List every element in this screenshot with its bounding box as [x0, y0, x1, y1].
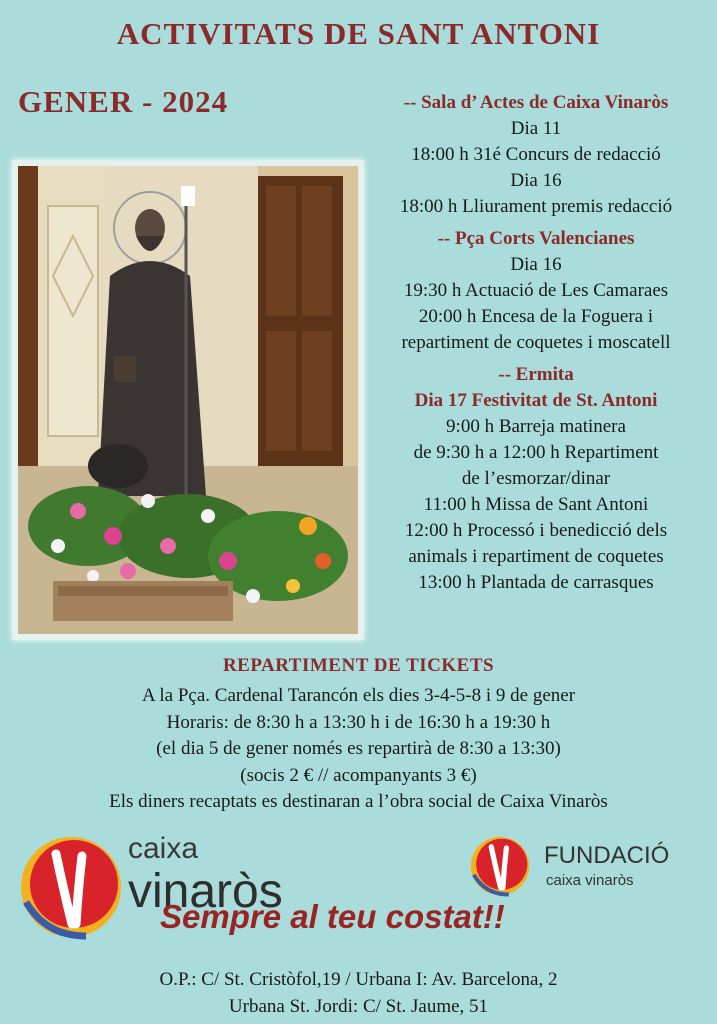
- program-line: 13:00 h Plantada de carrasques: [418, 572, 654, 593]
- tickets-line: Els diners recaptats es destinaran a l’obra social de Caixa Vinaròs: [109, 791, 608, 812]
- program-line: 20:00 h Encesa de la Foguera i: [418, 306, 654, 327]
- tickets-line: (el dia 5 de gener només es repartirà de 8:30 a 13:30): [156, 738, 561, 759]
- program-line: Dia 16: [510, 254, 562, 275]
- program-line: Dia 11: [510, 118, 562, 139]
- statue-illustration: [18, 166, 358, 634]
- program-line: Dia 16: [510, 170, 562, 191]
- activities-program: [355, 90, 717, 596]
- address-line: O.P.: C/ St. Cristòfol,19 / Urbana I: Av. Barcelona, 2: [159, 969, 558, 990]
- tickets-line: Horaris: de 8:30 h a 13:30 h i de 16:30 h a 19:30 h: [166, 711, 551, 733]
- logo-right-line1: FUNDACIÓ: [544, 842, 670, 869]
- program-line: 9:00 h Barreja matinera: [446, 416, 626, 437]
- tickets-heading: REPARTIMENT DE TICKETS: [222, 655, 495, 676]
- logo-left-line1: caixa: [128, 832, 199, 865]
- address-block: [0, 966, 717, 1020]
- program-line: de 9:30 h a 12:00 h Repartiment: [413, 442, 659, 463]
- month-heading: GENER - 2024: [18, 84, 229, 119]
- venue-heading: -- Pça Corts Valencianes: [437, 228, 635, 249]
- saint-statue-photo: [12, 160, 364, 640]
- program-line: 19:30 h Actuació de Les Camaraes: [403, 280, 669, 301]
- address-line: Urbana St. Jordi: C/ St. Jaume, 51: [228, 996, 489, 1017]
- venue-subheading: Dia 17 Festivitat de St. Antoni: [414, 390, 658, 411]
- program-line: repartiment de coquetes i moscatell: [401, 332, 671, 353]
- page-title: ACTIVITATS DE SANT ANTONI: [116, 16, 601, 51]
- tickets-line: (socis 2 € // acompanyants 3 €): [240, 764, 477, 786]
- venue-heading: -- Ermita: [498, 364, 574, 385]
- program-line: 12:00 h Processó i benedicció dels: [404, 520, 668, 541]
- program-line: 11:00 h Missa de Sant Antoni: [423, 494, 649, 515]
- program-line: de l’esmorzar/dinar: [461, 468, 611, 489]
- logo-left-line2: vinaròs: [128, 865, 283, 918]
- venue-heading: -- Sala d’ Actes de Caixa Vinaròs: [403, 92, 669, 113]
- tickets-section: [0, 655, 717, 816]
- slogan: Sempre al teu costat!!: [160, 898, 505, 935]
- fundacio-logo: [468, 832, 688, 902]
- fundacio-emblem-icon: [468, 834, 532, 898]
- caixa-vinaros-emblem-icon: [16, 832, 126, 942]
- program-line: 18:00 h 31é Concurs de redacció: [411, 144, 661, 165]
- program-line: animals i repartiment de coquetes: [408, 546, 664, 567]
- logo-right-line2: caixa vinaròs: [546, 872, 634, 889]
- tickets-line: A la Pça. Cardenal Tarancón els dies 3-4-5-8 i 9 de gener: [141, 685, 576, 706]
- program-line: 18:00 h Lliurament premis redacció: [399, 196, 673, 217]
